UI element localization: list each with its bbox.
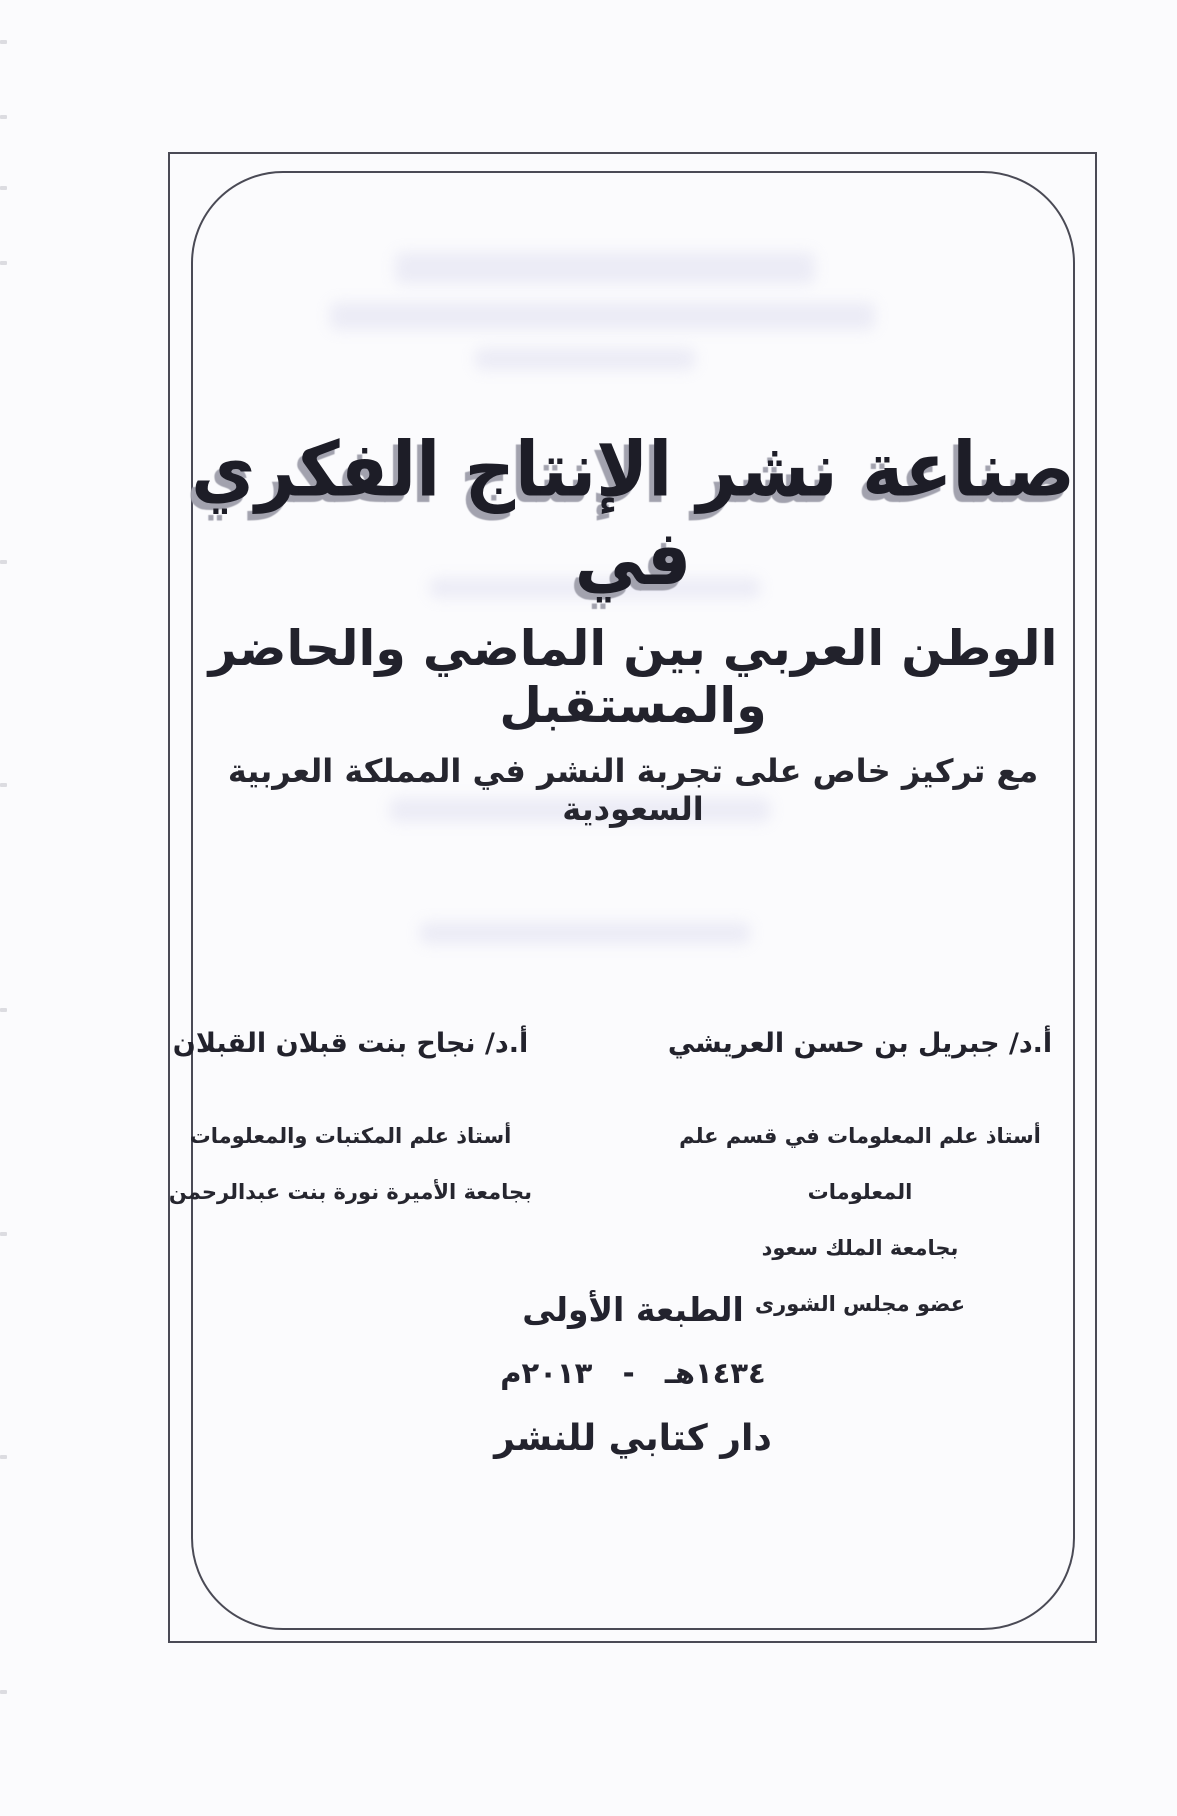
scan-artifact [0,40,7,44]
book-main-title: صناعة نشر الإنتاج الفكري في [191,425,1075,603]
author-name-left: أ.د/ نجاح بنت قبلان القبلان [172,1028,529,1059]
scan-artifact [0,1008,7,1012]
affiliation-line: بجامعة الملك سعود [761,1236,959,1260]
affiliation-line: بجامعة الأميرة نورة بنت عبدالرحمن [168,1180,533,1204]
bleed-through-text [330,302,875,330]
scan-artifact [0,115,7,119]
scan-artifact [0,186,7,190]
publication-date: ١٤٣٤هـ - ٢٠١٣م [500,1356,766,1390]
scan-artifact [0,1232,7,1236]
inner-rounded-frame [191,171,1075,1630]
book-title-line2: الوطن العربي بين الماضي والحاضر والمستقبل [208,620,1058,734]
bleed-through-text [420,922,750,944]
author-name-right: أ.د/ جبريل بن حسن العريشي [667,1028,1053,1059]
author-affiliations-left [168,1108,533,1220]
scan-artifact [0,1690,7,1694]
scan-artifact [0,261,7,265]
bleed-through-text [475,348,695,370]
scan-artifact [0,560,7,564]
affiliation-line: أستاذ علم المكتبات والمعلومات [189,1124,512,1148]
bleed-through-text [395,252,815,284]
affiliation-line: أستاذ علم المعلومات في قسم علم المعلومات [679,1124,1041,1204]
edition-statement: الطبعة الأولى [522,1290,744,1329]
affiliation-line: عضو مجلس الشورى [754,1292,966,1316]
book-subtitle: مع تركيز خاص على تجربة النشر في المملكة العربية السعودية [227,752,1039,828]
scan-artifact [0,783,7,787]
publisher-name: دار كتابي للنشر [494,1418,772,1459]
scan-artifact [0,1455,7,1459]
